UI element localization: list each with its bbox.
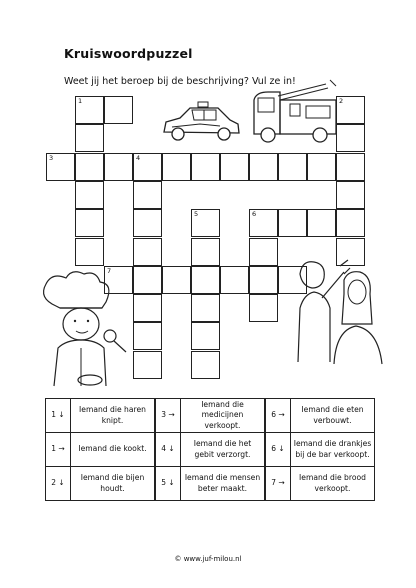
crossword-cell[interactable] bbox=[249, 238, 278, 266]
crossword-cell[interactable] bbox=[133, 181, 162, 209]
clue-text: Iemand die drankjes bij de bar verkoopt. bbox=[291, 433, 375, 467]
hairdresser-icon bbox=[286, 254, 386, 366]
crossword-cell[interactable] bbox=[75, 124, 104, 152]
crossword-cell[interactable] bbox=[307, 153, 336, 181]
crossword-cell[interactable] bbox=[75, 209, 104, 237]
crossword-cell[interactable] bbox=[220, 266, 249, 294]
crossword-cell[interactable] bbox=[191, 322, 220, 350]
clue-row bbox=[46, 399, 155, 433]
crossword-cell[interactable] bbox=[220, 153, 249, 181]
crossword-cell[interactable] bbox=[191, 153, 220, 181]
clue-number: 6 → bbox=[266, 399, 291, 433]
crossword-cell[interactable] bbox=[75, 153, 104, 181]
crossword-cell[interactable] bbox=[278, 209, 307, 237]
police-car-icon bbox=[160, 100, 242, 146]
crossword-cell[interactable] bbox=[191, 238, 220, 266]
crossword-cell[interactable] bbox=[104, 153, 133, 181]
fire-truck-icon bbox=[250, 78, 342, 146]
clue-text: Iemand die het gebit verzorgt. bbox=[181, 433, 265, 467]
clue-number: 4 ↓ bbox=[156, 433, 181, 467]
cell-number: 7 bbox=[107, 266, 112, 275]
crossword-cell[interactable] bbox=[162, 153, 191, 181]
crossword-cell[interactable] bbox=[249, 153, 278, 181]
crossword-cell[interactable] bbox=[336, 153, 365, 181]
crossword-cell[interactable] bbox=[162, 266, 191, 294]
clue-row bbox=[156, 399, 265, 433]
clue-text: Iemand die kookt. bbox=[71, 433, 155, 467]
cell-number: 1 bbox=[78, 97, 83, 105]
crossword-cell[interactable] bbox=[133, 153, 162, 181]
crossword-cell[interactable] bbox=[133, 322, 162, 350]
clue-row bbox=[266, 467, 375, 501]
crossword-cell[interactable] bbox=[336, 181, 365, 209]
clue-row bbox=[156, 467, 265, 501]
crossword-cell[interactable] bbox=[278, 153, 307, 181]
cell-number: 6 bbox=[252, 210, 257, 219]
cell-number: 4 bbox=[136, 153, 141, 162]
clue-text: Iemand die mensen beter maakt. bbox=[181, 467, 265, 501]
copyright-footer: © www.juf-milou.nl bbox=[174, 555, 242, 563]
chef-icon bbox=[30, 268, 130, 388]
clue-row bbox=[266, 399, 375, 433]
crossword-cell[interactable] bbox=[191, 266, 220, 294]
crossword-cell[interactable] bbox=[133, 294, 162, 322]
page-title: Kruiswoordpuzzel bbox=[64, 46, 193, 61]
crossword-cell[interactable] bbox=[104, 96, 133, 124]
instruction-text: Weet jij het beroep bij de beschrijving? Vul ze in! bbox=[64, 76, 296, 87]
crossword-cell[interactable] bbox=[191, 209, 220, 237]
clue-table-middle bbox=[155, 398, 265, 501]
crossword-cell[interactable] bbox=[133, 351, 162, 379]
cell-number: 2 bbox=[339, 97, 344, 105]
clue-number: 6 ↓ bbox=[266, 433, 291, 467]
crossword-cell[interactable] bbox=[133, 209, 162, 237]
clue-number: 5 ↓ bbox=[156, 467, 181, 501]
crossword-cell[interactable] bbox=[307, 209, 336, 237]
crossword-cell[interactable] bbox=[191, 351, 220, 379]
clue-table-left bbox=[45, 398, 155, 501]
clue-table-right bbox=[265, 398, 375, 501]
crossword-cell[interactable] bbox=[75, 96, 104, 124]
crossword-cell[interactable] bbox=[46, 153, 75, 181]
crossword-cell[interactable] bbox=[249, 209, 278, 237]
clue-text: Iemand die medicijnen verkoopt. bbox=[181, 399, 265, 433]
clue-text: Iemand die bijen houdt. bbox=[71, 467, 155, 501]
crossword-cell[interactable] bbox=[75, 238, 104, 266]
clue-text: Iemand die eten verbouwt. bbox=[291, 399, 375, 433]
cell-number: 3 bbox=[49, 153, 54, 162]
crossword-cell[interactable] bbox=[133, 266, 162, 294]
clue-number: 3 → bbox=[156, 399, 181, 433]
clue-number: 1 → bbox=[46, 433, 71, 467]
crossword-cell[interactable] bbox=[336, 209, 365, 237]
clue-row bbox=[266, 433, 375, 467]
clue-row bbox=[156, 433, 265, 467]
cell-number: 5 bbox=[194, 210, 199, 219]
clue-number: 7 → bbox=[266, 467, 291, 501]
clue-text: Iemand die brood verkoopt. bbox=[291, 467, 375, 501]
crossword-cell[interactable] bbox=[75, 181, 104, 209]
crossword-cell[interactable] bbox=[249, 294, 278, 322]
clue-number: 2 ↓ bbox=[46, 467, 71, 501]
crossword-cell[interactable] bbox=[133, 238, 162, 266]
clue-number: 1 ↓ bbox=[46, 399, 71, 433]
clue-text: Iemand die haren knipt. bbox=[71, 399, 155, 433]
crossword-cell[interactable] bbox=[191, 294, 220, 322]
clue-row bbox=[46, 433, 155, 467]
clue-row bbox=[46, 467, 155, 501]
crossword-cell[interactable] bbox=[249, 266, 278, 294]
